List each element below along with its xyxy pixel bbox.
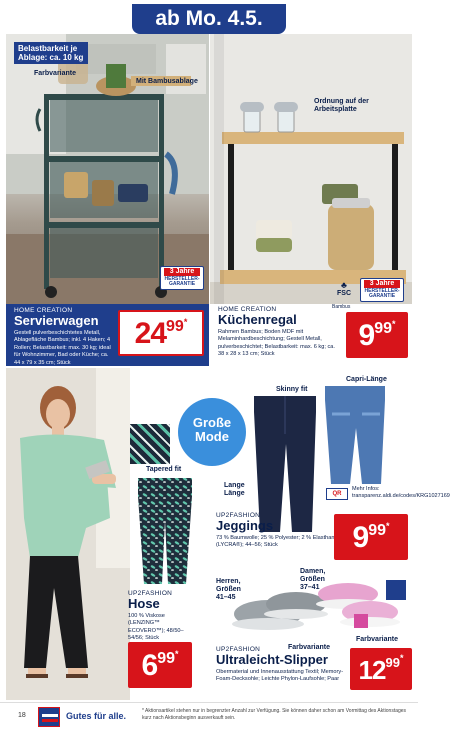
tapered-fit-tag: Tapered fit [146, 466, 182, 473]
guarantee-badge [160, 266, 204, 290]
date-ribbon: ab Mo. 4.5. [132, 4, 286, 34]
guarantee-years: 3 Jahre [364, 280, 400, 288]
capri-illustration [322, 384, 388, 486]
bubble-line1: Große [192, 415, 232, 430]
slipper-color-tag-2: Farbvariante [356, 636, 399, 643]
price-dec: 99 [385, 655, 400, 670]
shelf-price [346, 312, 408, 358]
guarantee-label: HERSTELLER-GARANTIE [164, 275, 200, 288]
shelf-photo [210, 34, 412, 304]
hose-illustration [134, 476, 196, 586]
price-dec: 99 [157, 650, 175, 667]
long-length-tag: Lange Länge [224, 482, 245, 498]
price-star: * [174, 649, 179, 659]
price-int: 12 [358, 655, 386, 685]
shelf-brand: HOME CREATION [218, 306, 277, 313]
pattern-swatch [130, 424, 170, 464]
price-star: * [183, 317, 188, 327]
slipper-illustration [220, 574, 410, 638]
footer [0, 702, 418, 730]
price-int: 6 [141, 649, 158, 682]
jeggings-info [216, 512, 336, 562]
price-dec: 99 [166, 318, 184, 335]
trolley-brand: HOME CREATION [14, 307, 73, 314]
price-star: * [391, 319, 396, 329]
hose-desc: 100 % Viskose (LENZING™ ECOVERO™); 48/50–54/56; Stück [128, 612, 184, 642]
hose-name: Hose [128, 596, 160, 611]
price-star: * [399, 653, 404, 663]
women-sizes-tag: Damen, Größen 37–41 [300, 568, 326, 592]
capri-tag: Capri-Länge [346, 376, 387, 383]
jeggings-brand: UP2FASHION [216, 512, 261, 519]
guarantee-years: 3 Jahre [164, 268, 200, 276]
price-dec: 99 [374, 320, 392, 337]
men-sizes-tag: Herren, Größen 41–45 [216, 578, 241, 602]
slipper-info [216, 646, 354, 698]
jeggings-desc: 73 % Baumwolle; 25 % Polyester; 2 % Elasthan (LYCRA®); 44–56; Stück [216, 534, 335, 549]
shelf-info [216, 304, 356, 366]
color-variant-tag: Farbvariante [34, 70, 77, 77]
jeggings-name: Jeggings [216, 518, 274, 533]
slipper-brand: UP2FASHION [216, 646, 261, 653]
price-int: 9 [358, 319, 375, 352]
jeggings-price [334, 514, 408, 560]
price-int: 24 [134, 317, 167, 350]
hose-info [128, 590, 198, 640]
aldi-logo-icon [38, 707, 60, 727]
model-illustration [6, 368, 130, 700]
price-int: 9 [352, 521, 369, 554]
guarantee-label: HERSTELLER-GARANTIE [364, 287, 400, 300]
kitchen-shelf-illustration [210, 34, 412, 304]
slipper-desc: Obermaterial und Innenausstattung Textil; Memory-Foam-Decksohle; Leichte Phylon-Laufsohle; Paar [216, 668, 344, 683]
trolley-price [118, 310, 204, 356]
slipper-color-tag-1: Farbvariante [288, 644, 331, 651]
order-tag: Ordnung auf der Arbeitsplatte [314, 98, 369, 114]
fsc-sub-label: Bambus [332, 304, 351, 310]
fashion-bubble [178, 398, 246, 466]
tree-icon: ♣ [341, 280, 347, 290]
slipper-price [350, 648, 412, 690]
price-star: * [385, 521, 390, 531]
trolley-name: Servierwagen [14, 313, 99, 328]
guarantee-badge [360, 278, 404, 302]
legal-note: * Aktionsartikel stehen nur in begrenzter Anzahl zur Verfügung. Sie können daher schon am Vormittag des Aktionstages kurz nach Aktionsbeginn ausverkauft sein. [142, 708, 407, 721]
price-dec: 99 [368, 522, 386, 539]
qr-note: Mehr Infos: transparenz.aldi.de/codes/KRG1027169 [352, 486, 450, 499]
slogan: Gutes für alle. [66, 711, 127, 721]
hose-price [128, 642, 192, 688]
load-capacity-tag: Belastbarkeit je Ablage: ca. 10 kg [14, 42, 88, 64]
trolley-photo [6, 34, 209, 304]
skinny-fit-tag: Skinny fit [276, 386, 308, 393]
hose-brand: UP2FASHION [128, 590, 173, 597]
qr-code-icon: QR [326, 488, 348, 500]
shelf-name: Küchenregal [218, 312, 297, 327]
model-photo [6, 368, 130, 700]
fsc-label: FSC [337, 290, 351, 297]
bubble-line2: Mode [195, 429, 229, 445]
bamboo-shelf-tag: Mit Bambusablage [136, 78, 198, 85]
page-number: 18 [18, 712, 26, 719]
slipper-name: Ultraleicht-Slipper [216, 652, 328, 667]
trolley-desc: Gestell pulverbeschichtetes Metall, Ablagefläche Bambus; inkl. 4 Haken; 4 Rollen; Belastbarkeit: max. 30 kg; ideal für Wohnzimmer, Bad oder Küche; ca. 44 x 79 x 35 cm; Stück [14, 329, 111, 366]
shelf-desc: Rahmen Bambus; Boden MDF mit Melaminhardbeschichtung; Gestell Metall, pulverbeschichtet; Belastbarkeit: max. 6 kg; ca. 38 x 28 x 13 cm; Stück [218, 328, 335, 358]
fsc-logo [332, 280, 356, 302]
